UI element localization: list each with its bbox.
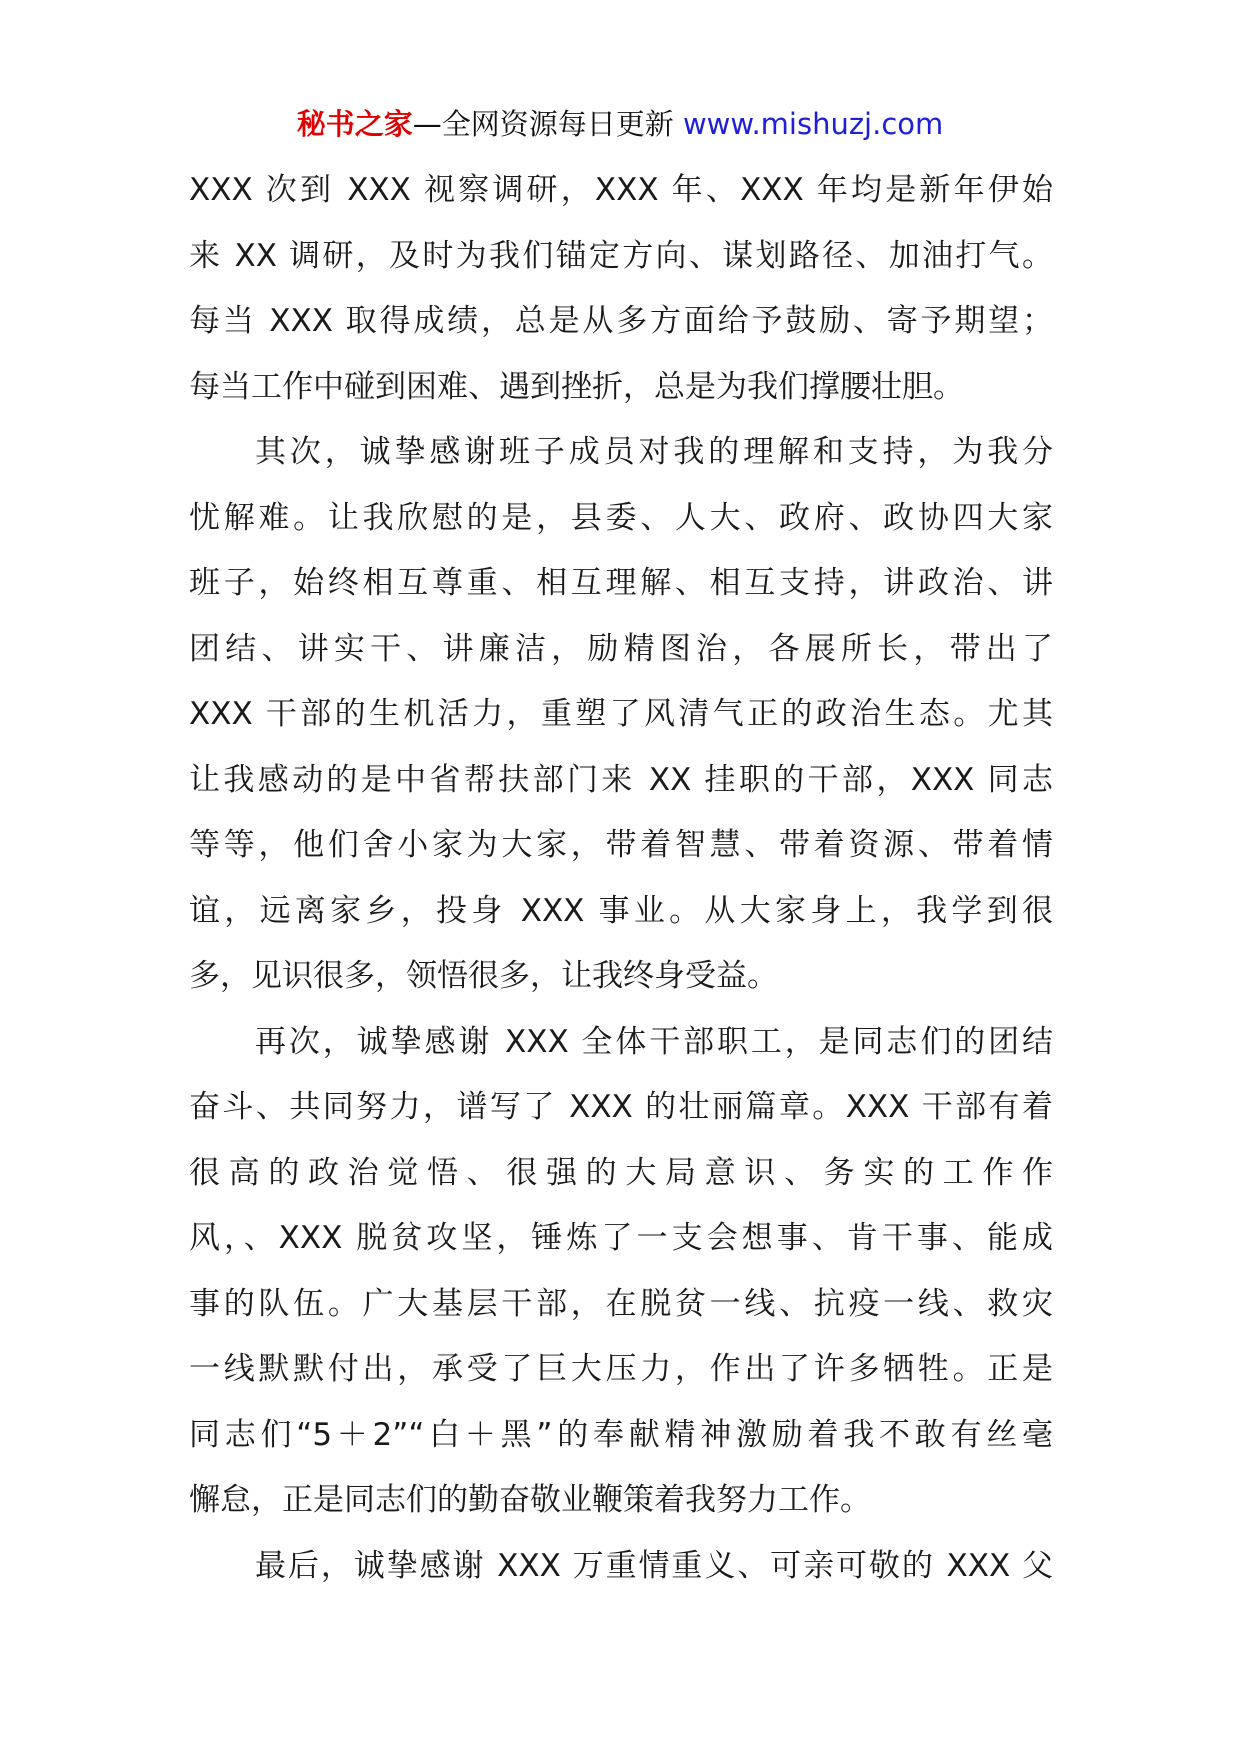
text-line: 每当工作中碰到困难、遇到挫折，总是为我们撑腰壮胆。 [189,368,964,405]
site-tagline: —全网资源每日更新 [412,107,674,141]
text-line: 一线默默付出，承受了巨大压力，作出了许多牺牲。正是 [189,1351,1053,1387]
paragraph-first-line: 最后，诚挚感谢 XXX 万重情重义、可亲可敬的 XXX 父 [255,1547,1053,1584]
text-line: 每当 XXX 取得成绩，总是从多方面给予鼓励、寄予期望； [189,303,1053,339]
site-brand: 秘书之家 [296,107,413,141]
paragraph-first-line: 再次，诚挚感谢 XXX 全体干部职工，是同志们的团结 [255,1023,1053,1060]
text-line: 等等，他们舍小家为大家，带着智慧、带着资源、带着情 [189,827,1053,863]
text-line: 忧解难。让我欣慰的是，县委、人大、政府、政协四大家 [189,499,1053,536]
text-line: 事的队伍。广大基层干部，在脱贫一线、抗疫一线、救灾 [189,1285,1053,1322]
paragraph-first-line: 其次，诚挚感谢班子成员对我的理解和支持，为我分 [255,434,1053,470]
text-line: 来 XX 调研，及时为我们锚定方向、谋划路径、加油打气。 [189,237,1053,274]
document-body [189,158,1053,1599]
text-line: XXX 干部的生机活力，重塑了风清气正的政治生态。尤其 [189,696,1053,732]
site-url-link[interactable]: www.mishuzj.com [682,107,944,141]
text-line: 谊，远离家乡，投身 XXX 事业。从大家身上，我学到很 [189,892,1053,929]
text-line: 班子，始终相互尊重、相互理解、相互支持，讲政治、讲 [189,565,1053,601]
text-line: 懈怠，正是同志们的勤奋敬业鞭策着我努力工作。 [189,1482,871,1518]
text-line: 同志们“5＋2”“白＋黑”的奉献精神激励着我不敢有丝毫 [189,1416,1053,1453]
text-line: 让我感动的是中省帮扶部门来 XX 挂职的干部，XXX 同志 [189,761,1053,798]
text-line: 风，、XXX 脱贫攻坚，锤炼了一支会想事、肯干事、能成 [189,1220,1053,1256]
text-line: 团结、讲实干、讲廉洁，励精图治，各展所长，带出了 [189,630,1053,667]
text-line: 奋斗、共同努力，谱写了 XXX 的壮丽篇章。XXX 干部有着 [189,1089,1053,1125]
text-line: 多，见识很多，领悟很多，让我终身受益。 [189,958,778,994]
text-line: 很高的政治觉悟、很强的大局意识、务实的工作作 [189,1154,1053,1191]
text-line: XXX 次到 XXX 视察调研，XXX 年、XXX 年均是新年伊始 [189,172,1053,208]
page-header [0,104,1240,144]
